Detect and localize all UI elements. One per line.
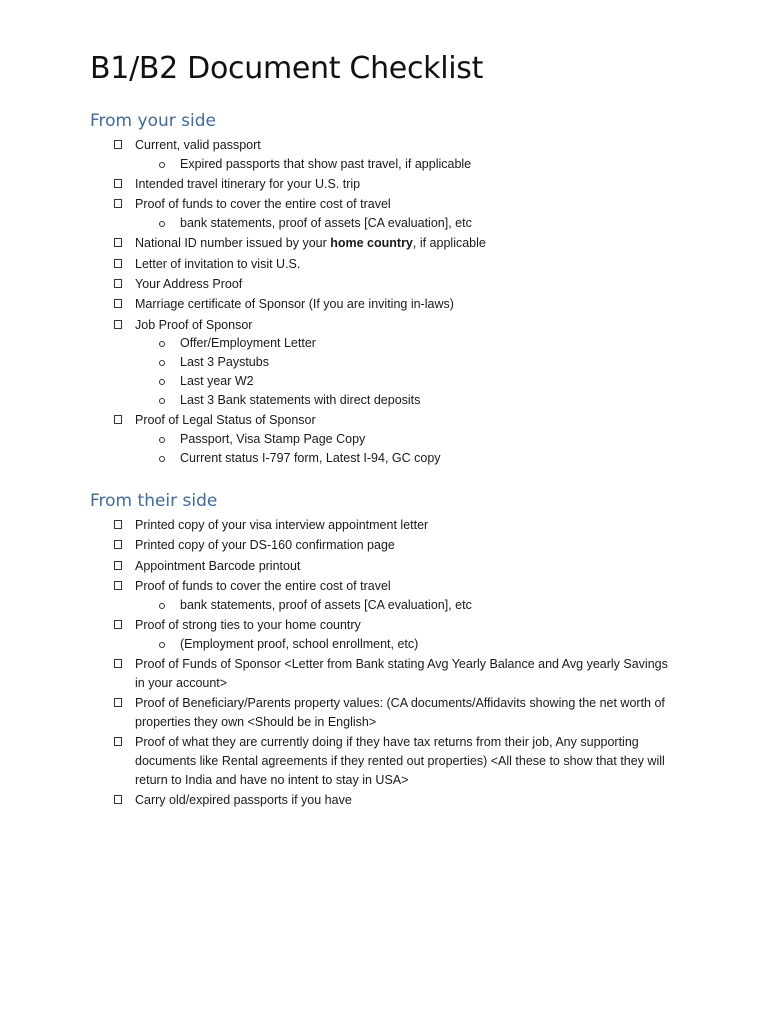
checklist-item-label: Carry old/expired passports if you have <box>135 793 352 808</box>
label-bold-text: home country <box>330 236 413 251</box>
sub-list-item <box>0 596 680 615</box>
sub-list <box>0 596 680 615</box>
circle-bullet-icon <box>159 360 165 366</box>
checkbox-icon[interactable] <box>114 698 122 707</box>
checklist-your-side <box>0 136 680 469</box>
sub-item-label: Offer/Employment Letter <box>180 336 316 351</box>
checklist-item-row <box>0 655 680 693</box>
checklist-item-row <box>0 733 680 789</box>
checklist-item-label: Proof of what they are currently doing if they have tax returns from their job, Any supporting documents like Rental agreements if they rented out properties) <All these to show that they will return to India and have no intent to stay in USA> <box>135 735 665 787</box>
checklist-item-row <box>0 136 680 155</box>
sub-list <box>0 635 680 654</box>
sub-item-label: Expired passports that show past travel, if applicable <box>180 156 472 171</box>
sub-list-item <box>0 372 680 391</box>
sub-list-item <box>0 449 680 468</box>
checklist-item <box>0 234 680 254</box>
checkbox-icon[interactable] <box>114 199 122 208</box>
checkbox-icon[interactable] <box>114 299 122 308</box>
checkbox-icon[interactable] <box>114 737 122 746</box>
sub-list-item <box>0 353 680 372</box>
sub-item-label: Last 3 Bank statements with direct deposits <box>180 392 421 407</box>
sub-list <box>0 155 680 174</box>
sub-list <box>0 430 680 468</box>
checkbox-icon[interactable] <box>114 179 122 188</box>
checklist-item <box>0 791 680 811</box>
checklist-item <box>0 616 680 655</box>
circle-bullet-icon <box>159 162 165 168</box>
checkbox-icon[interactable] <box>114 320 122 329</box>
checkbox-icon[interactable] <box>114 415 122 424</box>
checklist-item-label: Proof of funds to cover the entire cost of travel <box>135 578 391 593</box>
checklist-item-label: Printed copy of your DS-160 confirmation page <box>135 538 395 553</box>
checklist-item-row <box>0 694 680 732</box>
checklist-item-label: Intended travel itinerary for your U.S. trip <box>135 177 361 192</box>
checklist-item-row <box>0 295 680 314</box>
sub-item-label: Current status I-797 form, Latest I-94, GC copy <box>180 450 441 465</box>
checklist-item <box>0 195 680 234</box>
circle-bullet-icon <box>159 379 165 385</box>
checklist-item-label: Proof of Legal Status of Sponsor <box>135 413 316 428</box>
checklist-item-row <box>0 557 680 576</box>
checklist-item <box>0 733 680 791</box>
sub-list <box>0 334 680 409</box>
checklist-item-label <box>135 236 486 250</box>
checklist-item-row <box>0 616 680 635</box>
checklist-item-row <box>0 411 680 430</box>
checkbox-icon[interactable] <box>114 795 122 804</box>
checkbox-icon[interactable] <box>114 540 122 549</box>
circle-bullet-icon <box>159 456 165 462</box>
checklist-item-label: Your Address Proof <box>135 277 243 292</box>
checklist-item <box>0 255 680 275</box>
section-heading-their-side: From their side <box>90 491 218 511</box>
checklist-item <box>0 275 680 295</box>
checkbox-icon[interactable] <box>114 620 122 629</box>
checkbox-icon[interactable] <box>114 238 122 247</box>
circle-bullet-icon <box>159 221 165 227</box>
checklist-item <box>0 136 680 175</box>
checkbox-icon[interactable] <box>114 279 122 288</box>
checklist-item-label: Marriage certificate of Sponsor (If you are inviting in-laws) <box>135 297 454 312</box>
checklist-item-row <box>0 577 680 596</box>
checklist-item-label: Proof of Funds of Sponsor <Letter from Bank stating Avg Yearly Balance and Avg yearly Savings in your account> <box>135 657 668 690</box>
checklist-item-label: Letter of invitation to visit U.S. <box>135 256 301 271</box>
checklist-item-label: Appointment Barcode printout <box>135 558 301 573</box>
item-spacer <box>0 468 680 470</box>
checklist-item-label: Job Proof of Sponsor <box>135 317 253 332</box>
checklist-item-row <box>0 316 680 335</box>
checklist-item-label: Current, valid passport <box>135 138 261 152</box>
checkbox-icon[interactable] <box>114 140 122 149</box>
sub-list-item <box>0 430 680 449</box>
sub-item-label: Last year W2 <box>180 374 254 389</box>
checklist-item <box>0 295 680 315</box>
checklist-their-side <box>0 516 680 811</box>
checklist-item <box>0 577 680 616</box>
checklist-item-label: Printed copy of your visa interview appointment letter <box>135 518 429 532</box>
checklist-item <box>0 316 680 411</box>
sub-item-label: Passport, Visa Stamp Page Copy <box>180 431 366 446</box>
checkbox-icon[interactable] <box>114 581 122 590</box>
checklist-item <box>0 557 680 577</box>
checklist-item <box>0 411 680 469</box>
checkbox-icon[interactable] <box>114 520 122 529</box>
checklist-item-row <box>0 516 680 535</box>
sub-list <box>0 214 680 233</box>
checklist-item-row <box>0 175 680 194</box>
sub-list-item <box>0 635 680 654</box>
checklist-item <box>0 516 680 536</box>
section-heading-your-side: From your side <box>90 111 216 131</box>
sub-list-item <box>0 391 680 410</box>
checklist-item-row <box>0 255 680 274</box>
sub-item-label: Last 3 Paystubs <box>180 355 269 370</box>
checklist-item-row <box>0 234 680 253</box>
checkbox-icon[interactable] <box>114 259 122 268</box>
circle-bullet-icon <box>159 341 165 347</box>
sub-item-label: bank statements, proof of assets [CA evaluation], etc <box>180 597 472 612</box>
circle-bullet-icon <box>159 603 165 609</box>
checklist-item-label: Proof of strong ties to your home country <box>135 617 361 632</box>
item-spacer <box>0 810 680 812</box>
checklist-item-row <box>0 791 680 810</box>
label-text: , if applicable <box>412 236 486 251</box>
label-text: National ID number issued by your <box>135 236 331 251</box>
checklist-item <box>0 694 680 733</box>
checklist-item-row <box>0 195 680 214</box>
checklist-item-label: Proof of Beneficiary/Parents property values: (CA documents/Affidavits showing the net worth of properties they own <Should be in English> <box>135 696 665 729</box>
checkbox-icon[interactable] <box>114 561 122 570</box>
sub-item-label: bank statements, proof of assets [CA evaluation], etc <box>180 216 472 231</box>
checklist-item-row <box>0 275 680 294</box>
document-title: B1/B2 Document Checklist <box>90 51 484 86</box>
sub-list-item <box>0 334 680 353</box>
sub-item-label: (Employment proof, school enrollment, etc) <box>180 636 419 651</box>
circle-bullet-icon <box>159 642 165 648</box>
circle-bullet-icon <box>159 398 165 404</box>
checkbox-icon[interactable] <box>114 659 122 668</box>
checklist-item <box>0 655 680 694</box>
sub-list-item <box>0 155 680 174</box>
checklist-item-label: Proof of funds to cover the entire cost of travel <box>135 197 391 212</box>
checklist-item-row <box>0 536 680 555</box>
circle-bullet-icon <box>159 437 165 443</box>
sub-list-item <box>0 214 680 233</box>
checklist-item <box>0 536 680 556</box>
checklist-item <box>0 175 680 195</box>
